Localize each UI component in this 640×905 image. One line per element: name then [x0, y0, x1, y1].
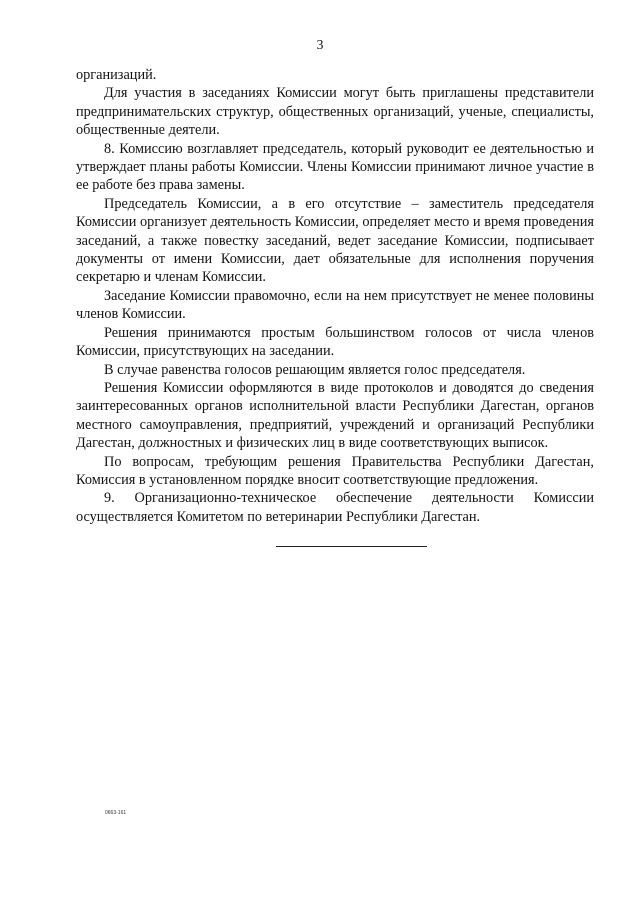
end-divider — [276, 546, 427, 547]
document-code: 0663-161 — [105, 810, 127, 816]
paragraph: организаций. — [76, 67, 157, 83]
paragraph: Заседание Комиссии правомочно, если на нем присутствует не менее половины членов Комиссии. — [76, 287, 594, 323]
paragraph: По вопросам, требующим решения Правительства Республики Дагестан, Комиссия в установленном порядке вносит соответствующие предложения. — [76, 453, 594, 488]
paragraph: Председатель Комиссии, а в его отсутствие – заместитель председателя Комиссии организует деятельность Комиссии, определяет место и время проведения заседаний, а также повестку заседаний, ведет заседание Комиссии, подписывает документы от имени Комиссии, дает обязательные для исполнения поручения секретарю и членам Комиссии. — [76, 195, 594, 286]
paragraph: 9. Организационно-техническое обеспечение деятельности Комиссии осуществляется Комитетом по ветеринарии Республики Дагестан. — [76, 490, 594, 525]
paragraph: 8. Комиссию возглавляет председатель, который руководит ее деятельностью и утверждает планы работы Комиссии. Члены Комиссии принимают личное участие в ее работе без права замены. — [76, 140, 594, 194]
paragraph: Решения Комиссии оформляются в виде протоколов и доводятся до сведения заинтересованных органов исполнительной власти Республики Дагестан, органов местного самоуправления, предприятий, учреждений и организаций Республики Дагестан, должностных и физических лиц в виде соответствующих выписок. — [76, 379, 594, 452]
paragraph: Решения принимаются простым большинством голосов от числа членов Комиссии, присутствующих на заседании. — [76, 324, 594, 360]
paragraph: Для участия в заседаниях Комиссии могут быть приглашены представители предпринимательских структур, общественных организаций, ученые, специалисты, общественные деятели. — [76, 85, 594, 139]
document-body — [76, 66, 594, 526]
page-number: 3 — [316, 38, 324, 53]
paragraph: В случае равенства голосов решающим является голос председателя. — [104, 361, 526, 378]
